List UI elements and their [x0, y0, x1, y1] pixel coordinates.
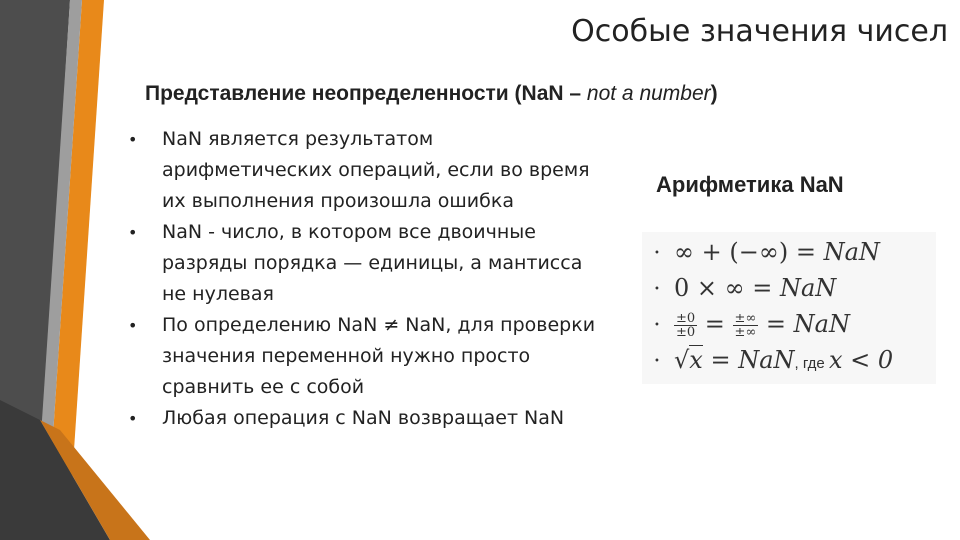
- fraction-numerator: ±∞: [734, 311, 757, 326]
- bullet-item: [128, 403, 603, 434]
- formula-lhs: 0 × ∞ =: [674, 274, 780, 302]
- formula-nan: NaN: [780, 274, 837, 302]
- bullet-text: Любая операция с NaN возвращает NaN: [162, 407, 565, 429]
- formula-equals: =: [758, 310, 794, 338]
- formula-equals: =: [697, 310, 733, 338]
- formula-row: [654, 342, 934, 378]
- slide-title: Особые значения чисел: [571, 14, 948, 49]
- sqrt-sign: √: [674, 346, 690, 374]
- formula-nan: NaN: [793, 310, 850, 338]
- bullet-text: По определению NaN ≠ NaN, для проверки значения переменной нужно просто сравнить ее с собой: [162, 314, 596, 398]
- formula-bullet: •: [654, 356, 660, 367]
- formula-row: [654, 270, 934, 306]
- fraction-denominator: ±0: [676, 325, 696, 340]
- bullet-text: NaN - число, в котором все двоичные разряды порядка — единицы, а мантисса не нулевая: [162, 221, 583, 305]
- bullet-item: [128, 310, 603, 403]
- bullet-dot: •: [128, 409, 138, 428]
- subtitle-main: Представление неопределенности (NaN –: [145, 82, 587, 105]
- fraction: [674, 312, 697, 339]
- formula-where: , где: [794, 355, 829, 372]
- subtitle-end: ): [710, 82, 718, 105]
- bullet-list: [128, 124, 603, 434]
- formula-condition: x < 0: [828, 346, 894, 374]
- formula-bullet: •: [654, 284, 660, 295]
- fraction-denominator: ±∞: [734, 325, 757, 340]
- formula: [674, 270, 836, 306]
- sqrt-argument: x: [689, 346, 703, 374]
- formula-nan: NaN: [738, 346, 795, 374]
- bullet-item: [128, 217, 603, 310]
- formula: [674, 306, 850, 342]
- formula-row: [654, 234, 934, 270]
- formula-equals: =: [702, 346, 739, 374]
- fraction-numerator: ±0: [676, 311, 696, 326]
- slide-subtitle: [145, 82, 718, 106]
- formula-row: [654, 306, 934, 342]
- arithmetic-title: Арифметика NaN: [656, 172, 844, 197]
- formula-nan: NaN: [823, 238, 880, 266]
- formula: [674, 234, 880, 270]
- bullet-dot: •: [128, 130, 138, 149]
- formula: [674, 342, 893, 382]
- bullet-dot: •: [128, 316, 138, 335]
- formula-box: [642, 232, 936, 384]
- bullet-item: [128, 124, 603, 217]
- formula-bullet: •: [654, 248, 660, 259]
- bullet-text: NaN является результатом арифметических операций, если во время их выполнения произошла ошибка: [162, 128, 590, 212]
- fraction: [733, 312, 759, 339]
- bullet-dot: •: [128, 223, 138, 242]
- formula-lhs: ∞ + (−∞) =: [674, 238, 824, 266]
- subtitle-emphasis: not a number: [586, 82, 711, 105]
- formula-bullet: •: [654, 320, 660, 331]
